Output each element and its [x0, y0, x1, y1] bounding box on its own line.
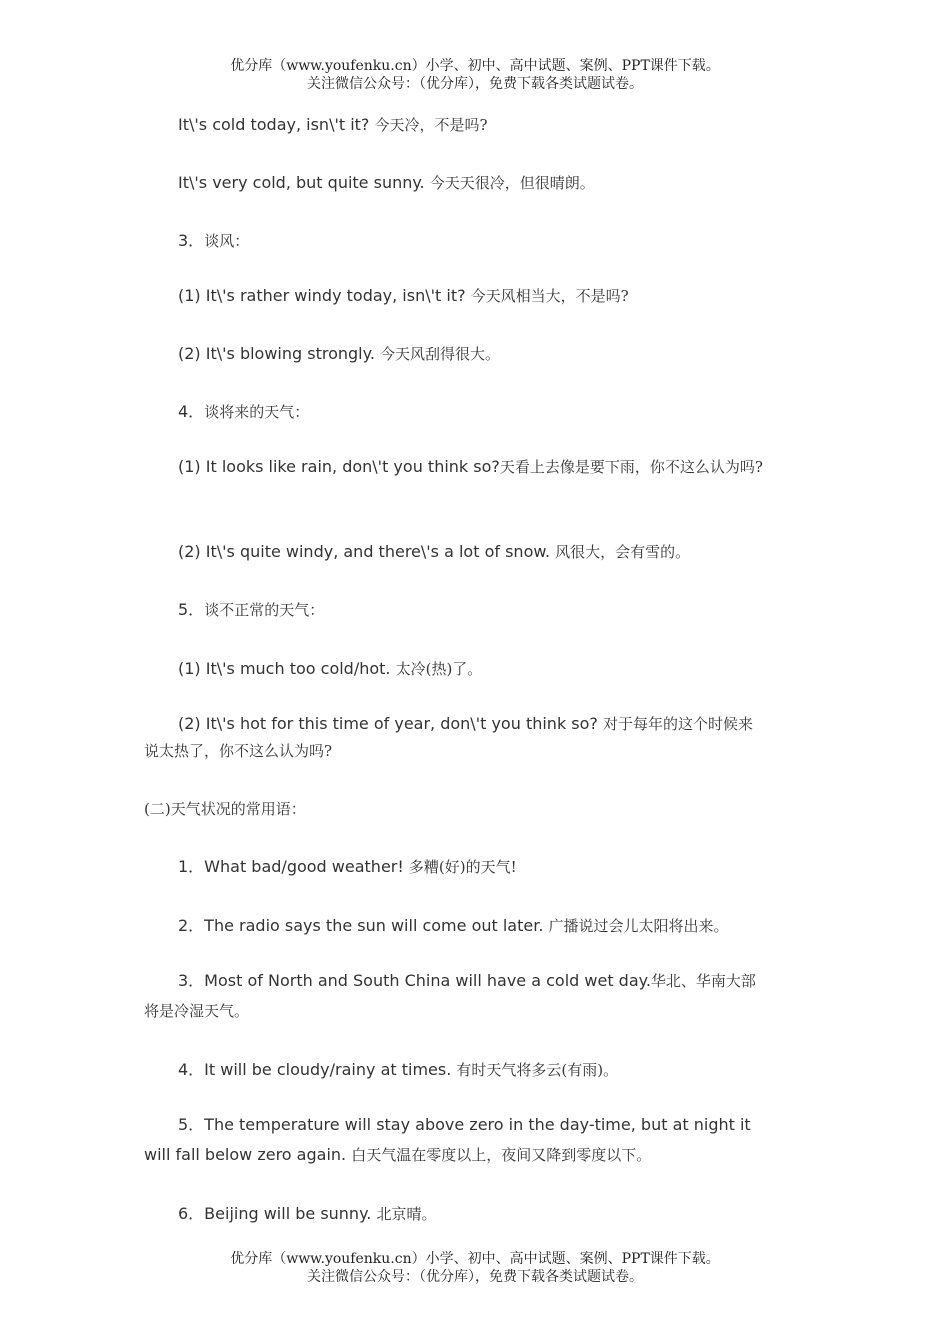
section-heading-3-num: 3．	[178, 231, 205, 250]
paragraph-5-2	[144, 709, 838, 739]
phrase-5-en-cont: will fall below zero again.	[144, 1145, 352, 1164]
phrase-2-en: 2．The radio says the sun will come out later.	[178, 916, 549, 935]
phrase-6-cn: 北京晴。	[376, 1205, 437, 1223]
paragraph-1-cn: 今天冷，不是吗?	[374, 116, 488, 134]
phrase-3-continuation	[144, 996, 804, 1026]
section-heading-3	[144, 226, 838, 256]
paragraph-5-2-continuation	[144, 736, 804, 766]
phrase-3	[144, 966, 838, 996]
section-heading-5-text: 谈不正常的天气：	[204, 601, 325, 619]
paragraph-3-2	[144, 339, 838, 369]
paragraph-4-1-cn: 天看上去像是要下雨，你不这么认为吗?	[499, 458, 763, 476]
phrase-6	[144, 1199, 838, 1229]
phrase-2	[144, 911, 838, 941]
paragraph-2-cn: 今天天很冷，但很晴朗。	[429, 174, 595, 192]
phrase-1	[144, 852, 838, 882]
paragraph-1-en: It\'s cold today, isn\'t it?	[178, 115, 375, 134]
phrase-1-en: 1．What bad/good weather!	[178, 857, 409, 876]
phrase-3-en: 3．Most of North and South China will have a cold wet day.	[178, 971, 651, 990]
section-heading-5	[144, 595, 838, 625]
paragraph-5-1	[144, 654, 838, 684]
paragraph-5-2-cn: 对于每年的这个时候来	[603, 715, 754, 733]
paragraph-5-2-en: (2) It\'s hot for this time of year, don\'t you think so?	[178, 714, 603, 733]
paragraph-3-2-cn: 今天风刮得很大。	[379, 345, 500, 363]
paragraph-5-2-cn-cont: 说太热了，你不这么认为吗?	[144, 742, 333, 760]
paragraph-3-2-en: (2) It\'s blowing strongly.	[178, 344, 380, 363]
phrase-3-cn: 华北、华南大部	[650, 972, 756, 990]
phrase-5-en: 5．The temperature will stay above zero in the day-time, but at night it	[178, 1115, 751, 1134]
section-heading-4-num: 4．	[178, 402, 205, 421]
paragraph-5-1-en: (1) It\'s much too cold/hot.	[178, 659, 396, 678]
section-heading-common-phrases	[144, 794, 804, 824]
paragraph-5-1-cn: 太冷(热)了。	[395, 660, 483, 678]
paragraph-4-2	[144, 537, 838, 567]
paragraph-4-1-en: (1) It looks like rain, don\'t you think so?	[178, 457, 500, 476]
phrase-1-cn: 多糟(好)的天气!	[408, 858, 517, 876]
paragraph-1	[144, 110, 838, 140]
section-heading-common-phrases-text: (二)天气状况的常用语：	[144, 800, 306, 818]
footer-line-1: 优分库（www.youfenku.cn）小学、初中、高中试题、案例、PPT课件下载。	[230, 1251, 720, 1267]
paragraph-4-2-en: (2) It\'s quite windy, and there\'s a lot of snow.	[178, 542, 556, 561]
page-footer	[0, 1250, 950, 1286]
phrase-5-cn-cont: 白天气温在零度以上，夜间又降到零度以下。	[351, 1146, 652, 1164]
phrase-5	[144, 1110, 838, 1140]
phrase-4	[144, 1055, 838, 1085]
paragraph-3-1-cn: 今天风相当大，不是吗?	[470, 287, 629, 305]
paragraph-3-1-en: (1) It\'s rather windy today, isn\'t it?	[178, 286, 471, 305]
phrase-5-continuation	[144, 1140, 804, 1170]
paragraph-3-1	[144, 281, 838, 311]
header-line-1: 优分库（www.youfenku.cn）小学、初中、高中试题、案例、PPT课件下载。	[230, 58, 720, 74]
header-line-2: 关注微信公众号：（优分库），免费下载各类试题试卷。	[307, 76, 643, 92]
section-heading-5-num: 5．	[178, 600, 205, 619]
paragraph-4-2-cn: 风很大，会有雪的。	[555, 543, 691, 561]
phrase-4-cn: 有时天气将多云(有雨)。	[456, 1061, 619, 1079]
footer-line-2: 关注微信公众号：（优分库），免费下载各类试题试卷。	[307, 1269, 643, 1285]
paragraph-4-1	[144, 452, 838, 482]
paragraph-2	[144, 168, 838, 198]
phrase-2-cn: 广播说过会儿太阳将出来。	[548, 917, 729, 935]
phrase-3-cn-cont: 将是冷湿天气。	[144, 1002, 250, 1020]
paragraph-2-en: It\'s very cold, but quite sunny.	[178, 173, 430, 192]
section-heading-3-text: 谈风：	[204, 232, 250, 250]
section-heading-4-text: 谈将来的天气：	[204, 403, 310, 421]
phrase-6-en: 6．Beijing will be sunny.	[178, 1204, 377, 1223]
section-heading-4	[144, 397, 838, 427]
phrase-4-en: 4．It will be cloudy/rainy at times.	[178, 1060, 457, 1079]
page-header	[0, 57, 950, 93]
